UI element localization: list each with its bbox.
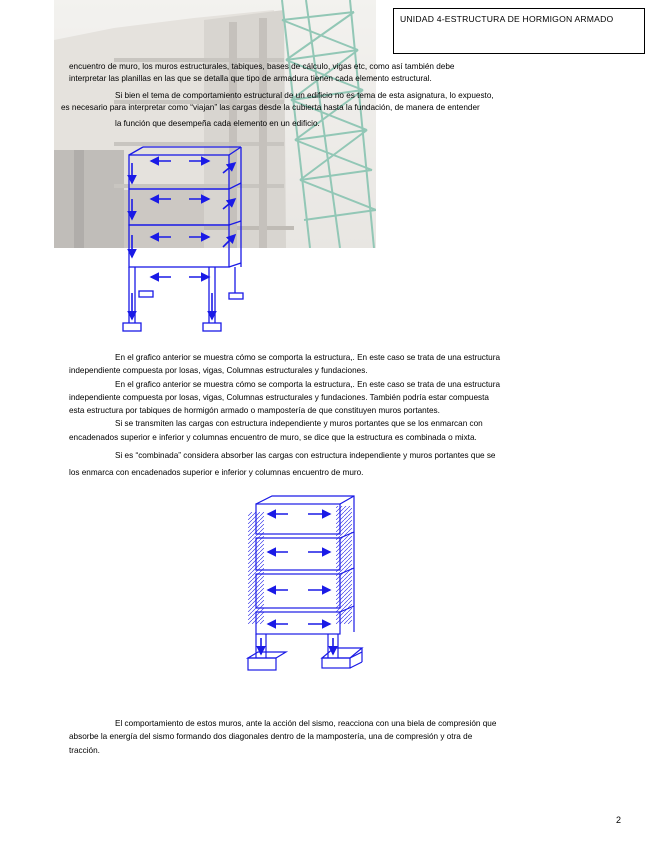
unit-header <box>393 8 645 54</box>
mid-p2-line-3: esta estructura por tabiques de hormigón armado o mampostería de que constituyen muros portantes. <box>69 406 440 415</box>
frame-structure-diagram <box>113 143 255 343</box>
closing-line-3: tracción. <box>69 746 100 755</box>
combined-structure-diagram <box>236 492 386 674</box>
mid-p4-line-1: Si es “combinada” considera absorber las cargas con estructura independiente y muros portantes que se <box>115 451 496 460</box>
mid-p2-line-1: En el grafico anterior se muestra cómo se comporta la estructura,. En este caso se trata de una estructura <box>115 380 501 389</box>
mid-p1-line-1: En el grafico anterior se muestra cómo se comporta la estructura,. En este caso se trata de una estructura <box>115 353 501 362</box>
unit-title: UNIDAD 4-ESTRUCTURA DE HORMIGON ARMADO <box>400 14 614 24</box>
closing-line-1: El comportamiento de estos muros, ante la acción del sismo, reacciona con una biela de compresión que <box>115 719 497 728</box>
mid-p1-line-2: independiente compuesta por losas, vigas, Columnas estructurales y fundaciones. <box>69 366 368 375</box>
intro-line-1: encuentro de muro, los muros estructurales, tabiques, bases de cálculo, vigas etc, como así también debe <box>69 62 455 71</box>
intro-p2-line-1: Si bien el tema de comportamiento estructural de un edificio no es tema de esta asignatura, lo expuesto, <box>115 91 494 100</box>
mid-p4-line-2: los enmarca con encadenados superior e inferior y columnas encuentro de muro. <box>69 468 364 477</box>
closing-line-2: absorbe la energía del sismo formando dos diagonales dentro de la mampostería, una de compresión y otra de <box>69 732 473 741</box>
mid-p3-line-2: encadenados superior e inferior y columnas encuentro de muro, se dice que la estructura es combinada o mixta. <box>69 433 477 442</box>
intro-p2-line-2: es necesario para interpretar como “viajan” las cargas desde la cubierta hasta la fundación, de manera de entender <box>61 103 480 112</box>
intro-line-2: interpretar las planillas en las que se detalla que tipo de armadura tienen cada elemento estructural. <box>69 74 432 83</box>
mid-p3-line-1: Si se transmiten las cargas con estructura independiente y muros portantes que se los enmarcan con <box>115 419 483 428</box>
mid-p2-line-2: independiente compuesta por losas, vigas, Columnas estructurales y fundaciones. También podría estar compuesta <box>69 393 489 402</box>
intro-p2-line-3: la función que desempeña cada elemento en un edificio. <box>115 119 320 128</box>
page-number: 2 <box>616 815 622 825</box>
